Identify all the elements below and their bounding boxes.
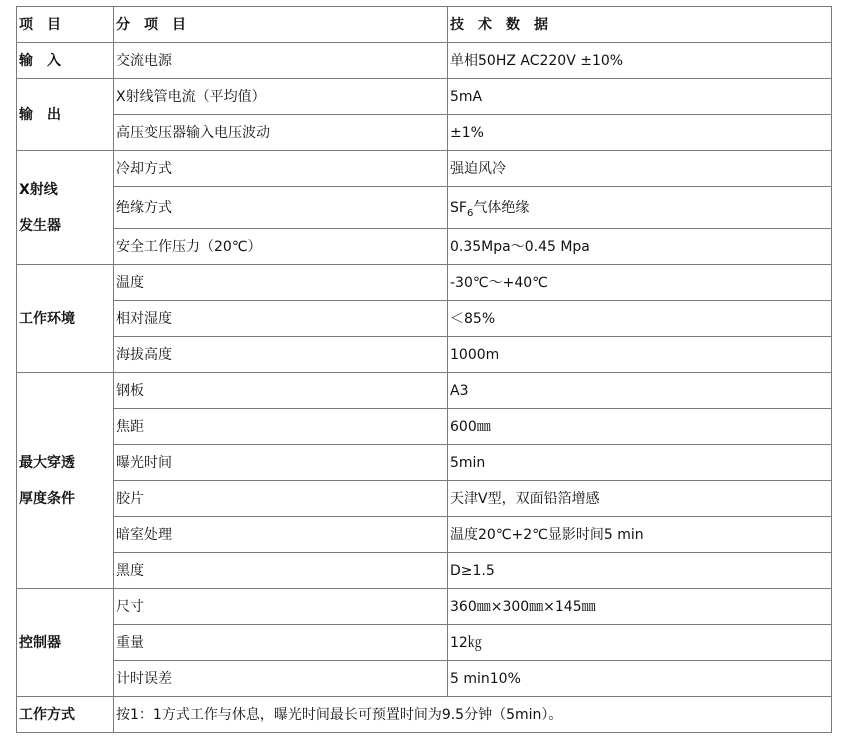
table-row [17, 625, 832, 661]
value-cell: 单相50HZ AC220V ±10% [448, 43, 832, 79]
table-row [17, 373, 832, 409]
table-row [17, 187, 832, 229]
category-environment: 工作环境 [17, 265, 114, 373]
subitem-cell: 绝缘方式 [114, 187, 448, 229]
value-main: SF [450, 199, 467, 216]
subitem-cell: 钢板 [114, 373, 448, 409]
value-cell: 0.35Mpa～0.45 Mpa [448, 229, 832, 265]
table-row [17, 151, 832, 187]
table-row [17, 697, 832, 733]
category-line: 最大穿透 [19, 454, 75, 471]
value-cell: D≥1.5 [448, 553, 832, 589]
subitem-cell: 黑度 [114, 553, 448, 589]
category-line: 发生器 [19, 217, 61, 234]
value-cell: 360㎜×300㎜×145㎜ [448, 589, 832, 625]
table-row [17, 79, 832, 115]
subitem-cell: 高压变压器输入电压波动 [114, 115, 448, 151]
category-input: 输 入 [17, 43, 114, 79]
value-cell: 温度20℃+2℃显影时间5 min [448, 517, 832, 553]
table-row [17, 481, 832, 517]
subitem-cell: 计时误差 [114, 661, 448, 697]
table-row [17, 265, 832, 301]
subitem-cell: 温度 [114, 265, 448, 301]
category-line: X射线 [19, 181, 58, 198]
value-cell: 天津V型，双面铅箔增感 [448, 481, 832, 517]
value-cell: 5mA [448, 79, 832, 115]
work-mode-description: 按1：1方式工作与休息，曝光时间最长可预置时间为9.5分钟（5min）。 [114, 697, 832, 733]
table-row [17, 115, 832, 151]
subitem-cell: 重量 [114, 625, 448, 661]
value-cell: 600㎜ [448, 409, 832, 445]
table-row [17, 589, 832, 625]
category-line: 厚度条件 [19, 490, 75, 507]
subitem-cell: 冷却方式 [114, 151, 448, 187]
subitem-cell: 交流电源 [114, 43, 448, 79]
spec-table [16, 6, 832, 733]
table-row [17, 661, 832, 697]
subitem-cell: X射线管电流（平均值） [114, 79, 448, 115]
subitem-cell: 安全工作压力（20℃） [114, 229, 448, 265]
value-cell: -30℃～+40℃ [448, 265, 832, 301]
value-cell: 12㎏ [448, 625, 832, 661]
value-cell: 5 min10% [448, 661, 832, 697]
table-row [17, 43, 832, 79]
subitem-cell: 暗室处理 [114, 517, 448, 553]
subitem-cell: 胶片 [114, 481, 448, 517]
category-output: 输 出 [17, 79, 114, 151]
value-cell [448, 187, 832, 229]
subitem-cell: 曝光时间 [114, 445, 448, 481]
category-max-penetration [17, 373, 114, 589]
value-cell: A3 [448, 373, 832, 409]
subitem-cell: 海拔高度 [114, 337, 448, 373]
header-category: 项 目 [17, 7, 114, 43]
header-row [17, 7, 832, 43]
value-cell: ＜85% [448, 301, 832, 337]
table-row [17, 517, 832, 553]
category-work-mode: 工作方式 [17, 697, 114, 733]
header-subitem: 分 项 目 [114, 7, 448, 43]
table-row [17, 301, 832, 337]
value-cell: 5min [448, 445, 832, 481]
table-row [17, 229, 832, 265]
value-cell: 强迫风冷 [448, 151, 832, 187]
subitem-cell: 尺寸 [114, 589, 448, 625]
table-row [17, 337, 832, 373]
value-cell: ±1% [448, 115, 832, 151]
subitem-cell: 焦距 [114, 409, 448, 445]
table-row [17, 553, 832, 589]
category-xray-generator [17, 151, 114, 265]
table-row [17, 409, 832, 445]
subitem-cell: 相对湿度 [114, 301, 448, 337]
header-data: 技 术 数 据 [448, 7, 832, 43]
category-controller: 控制器 [17, 589, 114, 697]
value-cell: 1000m [448, 337, 832, 373]
value-rest: 气体绝缘 [473, 199, 530, 216]
value-subscript: 6 [466, 207, 474, 219]
table-row [17, 445, 832, 481]
